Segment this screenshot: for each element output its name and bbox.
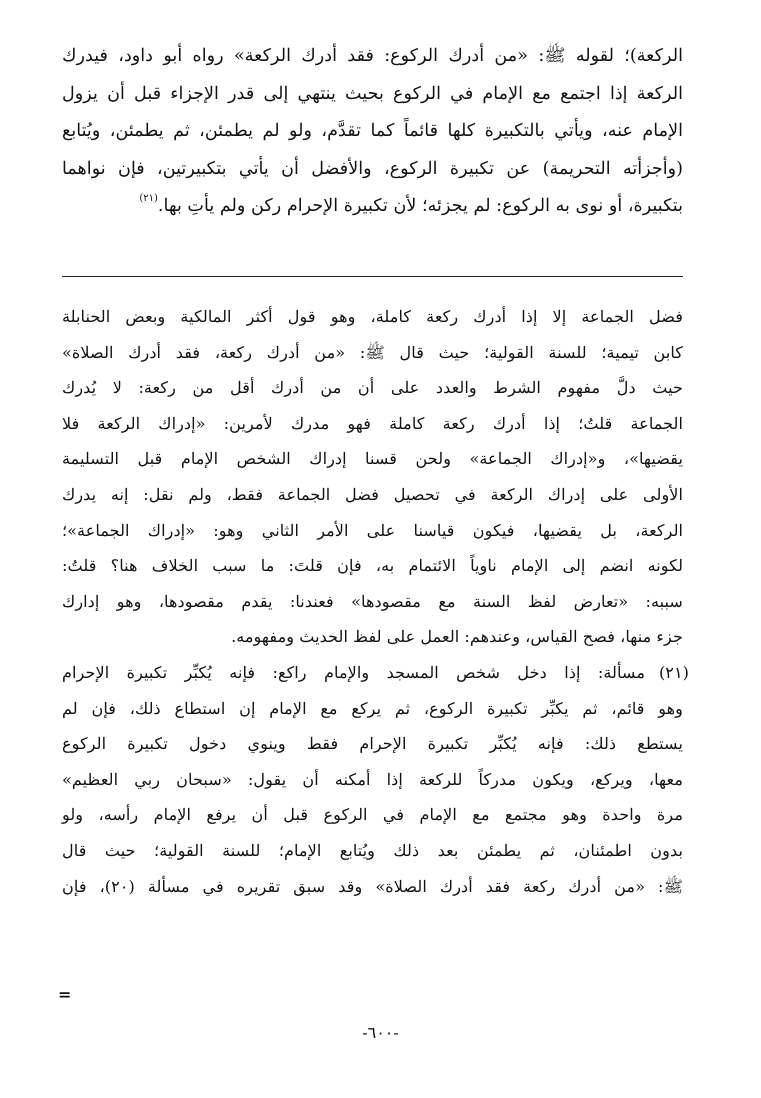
footnote-line: الركعة، بل يقضيها، فيكون قياسنا على الأمر الثاني وهو: «إدراك الجماعة»؛ xyxy=(62,520,683,540)
footnote-line: فضل الجماعة إلا إذا أدرك ركعة كاملة، وهو قول أكثر المالكية وبعض الحنابلة xyxy=(62,307,683,326)
footnote-line: مرة واحدة وهو مجتمع مع الإمام في الركوع قبل أن يرفع الإمام رأسه، ولو xyxy=(62,805,683,825)
footnote-marker: (٢١) xyxy=(658,662,689,682)
main-text-line: الإمام عنه، ويأتي بالتكبيرة كلها قائماً كما تقدَّم، ولو لم يطمئن، ثم يطمئن، ويُتابع xyxy=(62,121,683,141)
main-text-block xyxy=(62,38,683,226)
footnotes-block xyxy=(62,299,689,904)
main-text-line: الركعة إذا اجتمع مع الإمام في الركوع بحيث ينتهي إلى قدر الإجزاء قبل أن يزول xyxy=(62,83,683,104)
main-text-line: (وأجزأته التحريمة) عن تكبيرة الركوع، والأفضل أن يأتي بتكبيرتين، فإن نواهما xyxy=(62,158,683,179)
main-text-line-text: بتكبيرة، أو نوى به الركوع: لم يجزئه؛ لأن تكبيرة الإحرام ركن ولم يأتِ بها. xyxy=(157,196,683,216)
footnote-line: يقضيها»، و«إدراك الجماعة» ولحن قسنا إدراك الشخص الإمام قبل التسليمة xyxy=(62,449,683,469)
footnote-line: كابن تيمية؛ للسنة القولية؛ حيث قال ﷺ: «من أدرك ركعة، فقد أدرك الصلاة» xyxy=(62,342,683,362)
footnote-line: مسألة: إذا دخل شخص المسجد والإمام راكع: فإنه يُكبِّر تكبيرة الإحرام xyxy=(62,662,645,682)
footnote-line: الجماعة قلتُ؛ إذا أدرك ركعة كاملة فهو مدرك لأمرين: «إدراك الركعة فلا xyxy=(62,413,683,433)
footnote-line: سببه: «تعارض لفظ السنة مع مقصودها» فعندنا: يقدم مقصودها، وهو إدارك xyxy=(62,591,683,611)
footnote-line: معها، ويركع، ويكون مدركاً للركعة إذا أمكنه أن يقول: «سبحان ربي العظيم» xyxy=(62,769,683,789)
footnote-21 xyxy=(62,655,689,904)
footnote-line: ﷺ: «من أدرك ركعة فقد أدرك الصلاة» وقد سبق تقريره في مسألة (٢٠)، فإن xyxy=(62,876,684,896)
page-number: -٦٠٠- xyxy=(362,1023,399,1042)
footnote-line: يستطع ذلك: فإنه يُكبِّر تكبيرة الإحرام فقط وينوي دخول تكبيرة الركوع xyxy=(62,734,683,754)
footnote-reference: (٢١) xyxy=(139,193,158,204)
footnote-separator xyxy=(62,276,683,277)
book-page xyxy=(62,0,689,1098)
continuation-mark: = xyxy=(58,985,72,1004)
footnote-line: بدون اطمئنان، ثم يطمئن بعد ذلك ويُتابع الإمام؛ للسنة القولية؛ حيث قال xyxy=(62,840,683,860)
footnote-line: وهو قائم، ثم يكبِّر تكبيرة الركوع، ثم يركع مع الإمام إن استطاع ذلك، فإن لم xyxy=(62,698,683,718)
footnote-line: الأولى على إدراك الركعة في تحصيل فضل الجماعة فقط، ولم نقل: إنه يدرك xyxy=(62,484,683,504)
main-text-line: الركعة)؛ لقوله ﷺ: «من أدرك الركوع: فقد أدرك الركعة» رواه أبو داود، فيدرك xyxy=(62,46,683,66)
main-text-line xyxy=(62,188,683,226)
footnote-line: جزء منها، فصح القياس، وعندهم: العمل على لفظ الحديث ومفهومه. xyxy=(231,627,683,647)
footnote-line: حيث دلَّ مفهوم الشرط والعدد على أن من أدرك أقل من ركعة: لا يُدرك xyxy=(62,378,683,398)
footnote-line: لكونه انضم إلى الإمام ناوياً الائتمام به، فإن قلتَ: ما سبب الخلاف هنا؟ قلتُ: xyxy=(62,556,683,576)
